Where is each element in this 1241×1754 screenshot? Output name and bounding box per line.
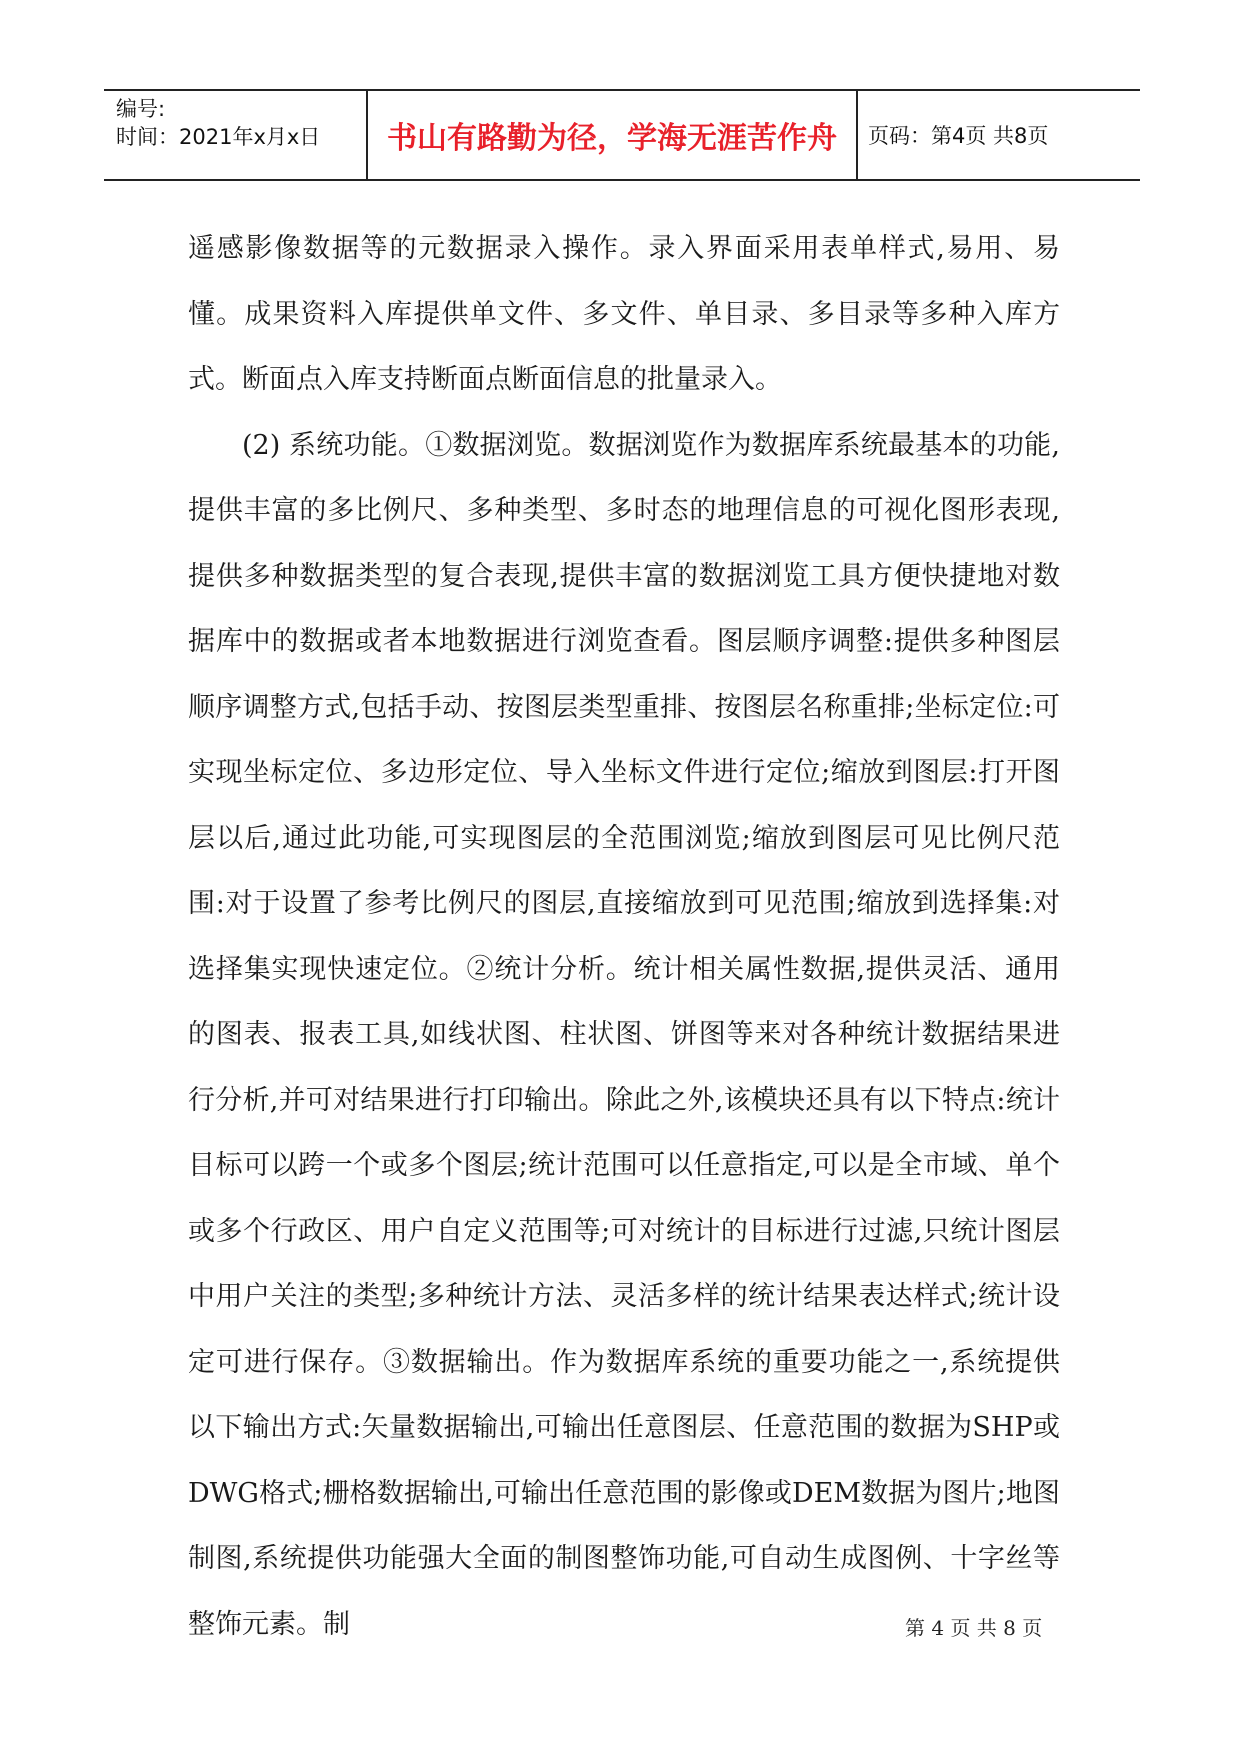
paragraph-1: 遥感影像数据等的元数据录入操作。录入界面采用表单样式,易用、易懂。成果资料入库提供单文件、多文件、单目录、多目录等多种入库方式。断面点入库支持断面点断面信息的批量录入。 — [188, 233, 1060, 395]
serial-number-label: 编号: — [116, 97, 166, 121]
page-footer: 第 4 页 共 8 页 — [905, 1616, 1043, 1640]
paragraph-2: (2) 系统功能。①数据浏览。数据浏览作为数据库系统最基本的功能,提供丰富的多比例尺、多种类型、多时态的地理信息的可视化图形表现,提供多种数据类型的复合表现,提供丰富的数据浏览工具方便快捷地对数据库中的数据或者本地数据进行浏览查看。图层顺序调整:提供多种图层顺序调整方式,包括手动、按图层类型重排、按图层名称重排;坐标定位:可实现坐标定位、多边形定位、导入坐标文件进行定位;缩放到图层:打开图层以后,通过此功能,可实现图层的全范围浏览;缩放到图层可见比例尺范围:对于设置了参考比例尺的图层,直接缩放到可见范围;缩放到选择集:对选择集实现快速定位。②统计分析。统计相关属性数据,提供灵活、通用的图表、报表工具,如线状图、柱状图、饼图等来对各种统计数据结果进行分析,并可对结果进行打印输出。除此之外,该模块还具有以下特点:统计目标可以跨一个或多个图层;统计范围可以任意指定,可以是全市域、单个或多个行政区、用户自定义范围等;可对统计的目标进行过滤,只统计图层中用户关注的类型;多种统计方法、灵活多样的统计结果表达样式;统计设定可进行保存。③数据输出。作为数据库系统的重要功能之一,系统提供以下输出方式:矢量数据输出,可输出任意图层、任意范围的数据为SHP或DWG格式;栅格数据输出,可输出任意范围的影像或DEM数据为图片;地图制图,系统提供功能强大全面的制图整饰功能,可自动生成图例、十字丝等整饰元素。制 — [188, 429, 1060, 1640]
header-meta — [116, 95, 320, 151]
header-motto: 书山有路勤为径，学海无涯苦作舟 — [387, 121, 837, 156]
header-divider-right — [856, 91, 858, 179]
page-header — [104, 89, 1140, 181]
document-body — [188, 216, 1060, 1657]
date-label: 时间：2021年x月x日 — [116, 125, 321, 149]
header-page-code: 页码：第4页 共8页 — [868, 124, 1049, 148]
